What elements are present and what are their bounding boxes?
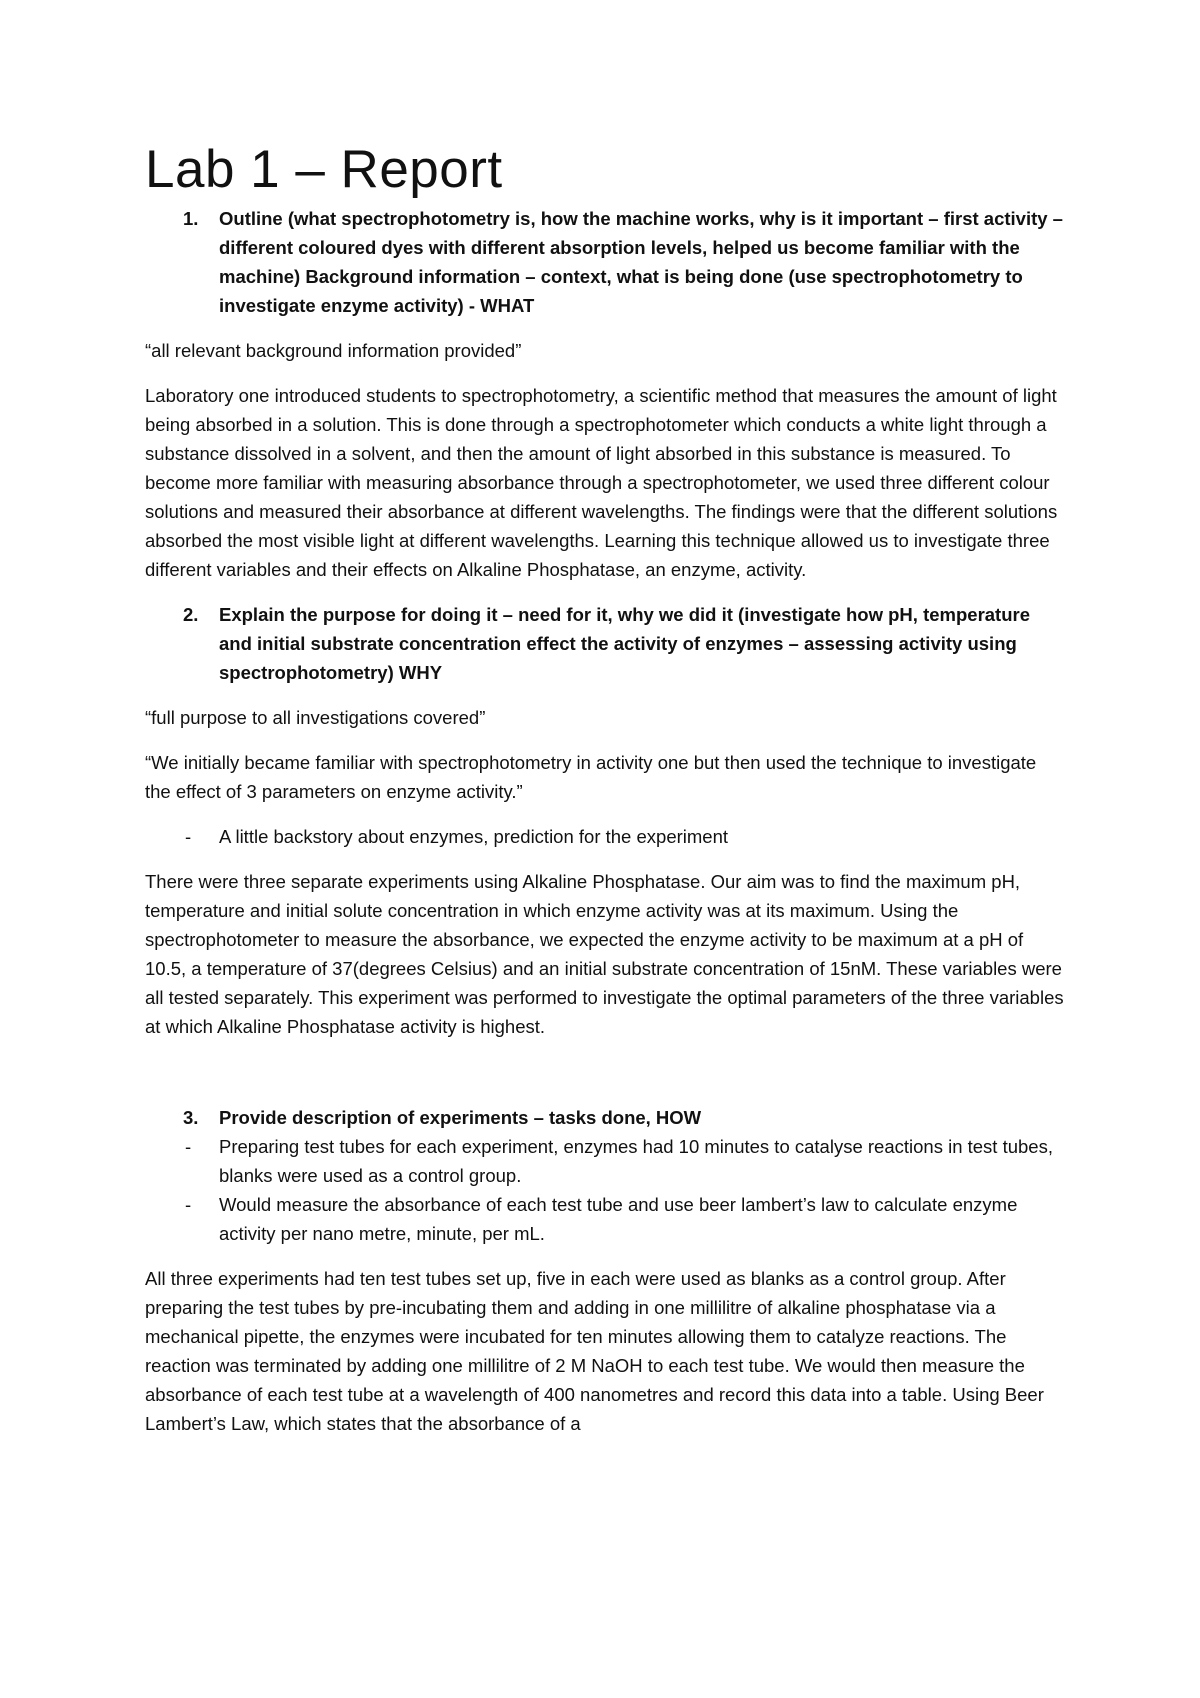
section-2-body: There were three separate experiments using Alkaline Phosphatase. Our aim was to find the maximum pH, temperature and initial solute concentration in which enzyme activity was at its maximum. Using the spectrophotometer to measure the absorbance, we expected the enzyme activity to be maximum at a pH of 10.5, a temperature of 37(degrees Celsius) and an initial substrate concentration of 15nM. These variables were all tested separately. This experiment was performed to investigate the optimal parameters of the three variables at which Alkaline Phosphatase activity is highest.	[145, 871, 1064, 1037]
section-3-bullet	[145, 1132, 1065, 1190]
section-3-bullet-text: Would measure the absorbance of each test tube and use beer lambert’s law to calculate enzyme activity per nano metre, minute, per mL.	[219, 1194, 1018, 1244]
section-1-heading-text: Outline (what spectrophotometry is, how the machine works, why is it important – first activity – different coloured dyes with different absorption levels, helped us become familiar with the machine) Background information – context, what is being done (use spectrophotometry to investigate enzyme activity) - WHAT	[219, 208, 1063, 316]
section-2-heading-text: Explain the purpose for doing it – need for it, why we did it (investigate how pH, temperature and initial substrate concentration effect the activity of enzymes – assessing activity using spectrophotometry) WHY	[219, 604, 1031, 683]
page-title: Lab 1 – Report	[145, 140, 503, 199]
section-3-number: 3.	[183, 1107, 199, 1128]
bullet-dash: -	[185, 826, 192, 847]
section-2-bullet-text: A little backstory about enzymes, prediction for the experiment	[219, 826, 729, 847]
document-page	[145, 140, 1065, 1438]
bullet-dash: -	[185, 1194, 192, 1215]
section-3-bullet	[145, 1190, 1065, 1248]
section-3-heading	[145, 1103, 1065, 1132]
section-3-heading-text: Provide description of experiments – tasks done, HOW	[219, 1107, 702, 1128]
section-2-bullet	[145, 822, 1065, 851]
section-2-number: 2.	[183, 604, 199, 625]
section-2-quote: “full purpose to all investigations covered”	[145, 707, 486, 728]
section-1-heading	[145, 204, 1065, 320]
section-2-heading	[145, 600, 1065, 687]
bullet-dash: -	[185, 1136, 192, 1157]
section-1-body: Laboratory one introduced students to spectrophotometry, a scientific method that measures the amount of light being absorbed in a solution. This is done through a spectrophotometer which conducts a white light through a substance dissolved in a solvent, and then the amount of light absorbed in this substance is measured. To become more familiar with measuring absorbance through a spectrophotometer, we used three different colour solutions and measured their absorbance at different wavelengths. The findings were that the different solutions absorbed the most visible light at different wavelengths. Learning this technique allowed us to investigate three different variables and their effects on Alkaline Phosphatase, an enzyme, activity.	[145, 385, 1058, 580]
section-3-body: All three experiments had ten test tubes set up, five in each were used as blanks as a control group. After preparing the test tubes by pre-incubating them and adding in one millilitre of alkaline phosphatase via a mechanical pipette, the enzymes were incubated for ten minutes allowing them to catalyze reactions. The reaction was terminated by adding one millilitre of 2 M NaOH to each test tube. We would then measure the absorbance of each test tube at a wavelength of 400 nanometres and record this data into a table. Using Beer Lambert’s Law, which states that the absorbance of a	[145, 1268, 1044, 1434]
section-1-quote: “all relevant background information provided”	[145, 340, 522, 361]
section-3-bullet-text: Preparing test tubes for each experiment, enzymes had 10 minutes to catalyse reactions in test tubes, blanks were used as a control group.	[219, 1136, 1053, 1186]
section-1-number: 1.	[183, 208, 199, 229]
section-2-quote-2: “We initially became familiar with spectrophotometry in activity one but then used the technique to investigate the effect of 3 parameters on enzyme activity.”	[145, 752, 1037, 802]
